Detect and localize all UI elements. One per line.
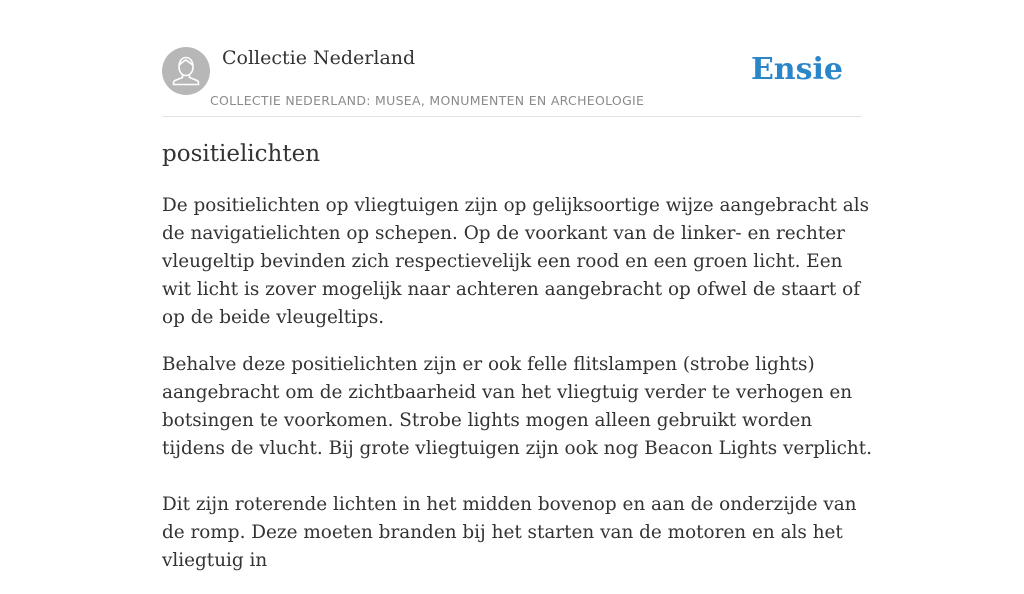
source-name[interactable]: Collectie Nederland	[222, 47, 416, 69]
brand-logo[interactable]: Ensie	[750, 52, 843, 87]
article-body	[162, 192, 872, 594]
source-description: COLLECTIE NEDERLAND: MUSEA, MONUMENTEN EN ARCHEOLOGIE	[210, 93, 645, 108]
source-header	[162, 46, 862, 117]
article-title: positielichten	[162, 141, 321, 167]
article-paragraph: De positielichten op vliegtuigen zijn op gelijksoortige wijze aangebracht als de navigatielichten op schepen. Op de voorkant van de linker- en rechter vleugeltip bevinden zich respectievelijk een rood en een groen licht. Een wit licht is zover mogelijk naar achteren aangebracht op ofwel de staart of op de beide vleugeltips.	[162, 195, 870, 328]
article-paragraph: Behalve deze positielichten zijn er ook felle flitslampen (strobe lights) aangebracht om de zichtbaarheid van het vliegtuig verder te verhogen en botsingen te voorkomen. Strobe lights mogen alleen gebruikt worden tijdens de vlucht. Bij grote vliegtuigen zijn ook nog Beacon Lights verplicht.	[162, 354, 872, 459]
article-paragraph: Dit zijn roterende lichten in het midden bovenop en aan de onderzijde van de romp. Deze moeten branden bij het starten van de motoren en als het vliegtuig in	[162, 494, 857, 571]
user-silhouette-icon[interactable]	[162, 47, 210, 95]
